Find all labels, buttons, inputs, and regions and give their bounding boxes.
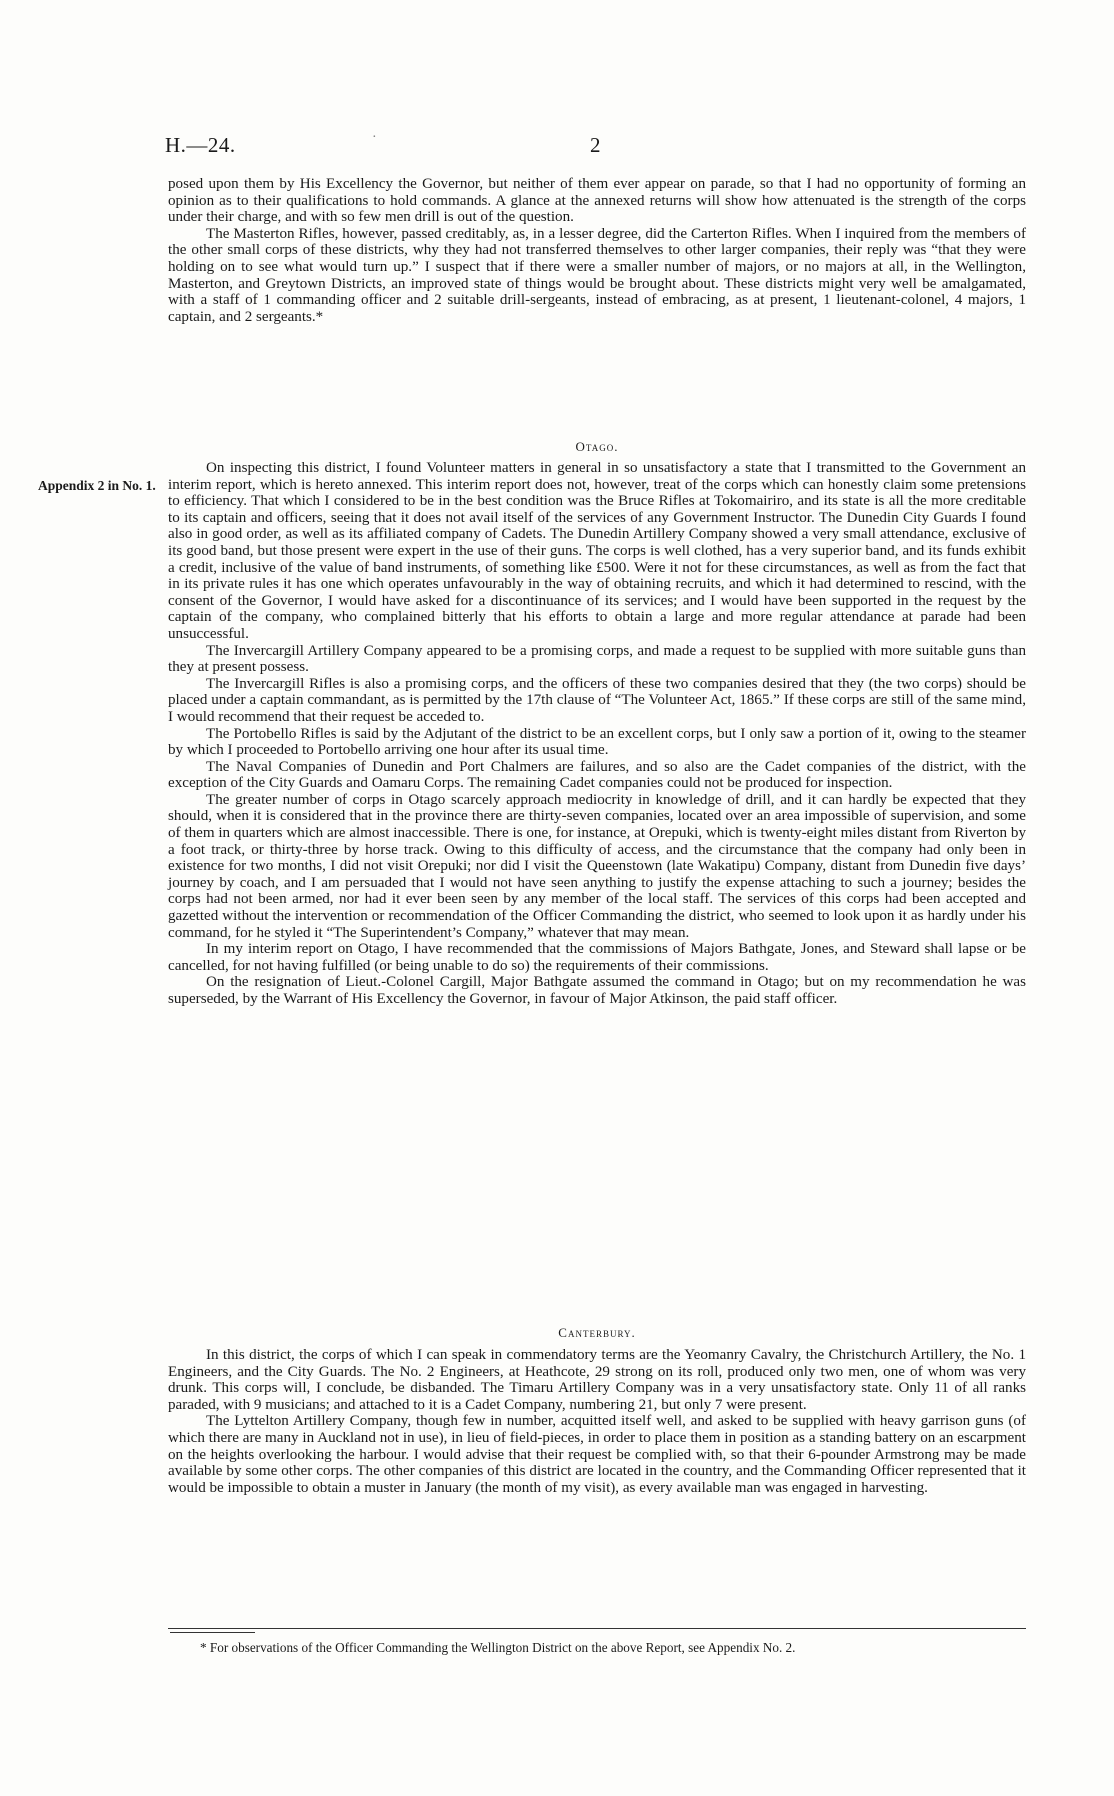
otago-section [168,460,1026,1008]
canterbury-section [168,1347,1026,1496]
paragraph: On the resignation of Lieut.-Colonel Cargill, Major Bathgate assumed the command in Otago; but on my recommendation he was superseded, by the Warrant of His Excellency the Governor, in favour of Major Atkinson, the paid staff officer. [168,974,1026,1007]
page-number: 2 [590,133,601,157]
stray-mark: · [372,130,377,145]
paragraph: The Portobello Rifles is said by the Adjutant of the district to be an excellent corps, but I only saw a portion of it, owing to the steamer by which I proceeded to Portobello arriving one hour after its usual time. [168,725,1026,759]
paragraph: The Invercargill Artillery Company appeared to be a promising corps, and made a request to be supplied with more suitable guns than they at present possess. [168,642,1026,676]
margin-note: Appendix 2 in No. 1. [38,478,156,493]
section-heading-otago: Otago. [575,439,619,454]
paragraph: The Invercargill Rifles is also a promising corps, and the officers of these two companies desired that they (the two corps) should be placed under a captain commandant, as is permitted by the 17th clause of “The Volunteer Act, 1865.” If these corps are still of the same mind, I would recommend that their request be acceded to. [168,675,1026,725]
paragraph: posed upon them by His Excellency the Governor, but neither of them ever appear on parade, so that I had no opportunity of forming an opinion as to their qualifications to hold commands. A glance at the annexed returns will show how attenuated is the strength of the corps under their charge, and with so few men drill is out of the question. [168,176,1026,226]
footnote-rule-short [170,1632,255,1633]
paragraph: In this district, the corps of which I can speak in commendatory terms are the Yeomanry Cavalry, the Christchurch Artillery, the No. 1 Engineers, and the City Guards. The No. 2 Engineers, at Heathcote, 29 strong on its roll, produced only two men, one of whom was very drunk. This corps will, I conclude, be disbanded. The Timaru Artillery Company was in a very unsatisfactory state. Only 11 of all ranks paraded, with 9 musicians; and attached to it is a Cadet Company, numbering 21, but only 7 were present. [168,1347,1026,1413]
paragraph: The Naval Companies of Dunedin and Port Chalmers are failures, and so also are the Cadet companies of the district, with the exception of the City Guards and Oamaru Corps. The remaining Cadet companies could not be produced for inspection. [168,758,1026,792]
paragraph: The Lyttelton Artillery Company, though few in number, acquitted itself well, and asked to be supplied with heavy garrison guns (of which there are many in Auckland not in use), in lieu of field-pieces, in order to place them in position as a standing battery on an escarpment on the heights overlooking the harbour. I would advise that their request be complied with, so that their 6-pounder Armstrong may be made available by some other corps. The other companies of this district are located in the country, and the Commanding Officer represented that it would be impossible to obtain a muster in January (the month of my visit), as every available man was engaged in harvesting. [168,1413,1026,1496]
section-heading-canterbury: Canterbury. [558,1325,636,1340]
footnote-rule [168,1628,1026,1629]
footnote: * For observations of the Officer Commanding the Wellington District on the above Report, see Appendix No. 2. [200,1640,796,1655]
intro-section [168,176,1026,325]
paragraph: On inspecting this district, I found Volunteer matters in general in so unsatisfactory a state that I transmitted to the Government an interim report, which is hereto annexed. This interim report does not, however, treat of the corps which can honestly claim some pretensions to efficiency. That which I considered to be in the best condition was the Bruce Rifles at Tokomairiro, and its state is all the more creditable to its captain and officers, seeing that it does not avail itself of the services of any Government Instructor. The Dunedin City Guards I found also in good order, as well as its affiliated company of Cadets. The Dunedin Artillery Company showed a very small attendance, exclusive of its good band, but those present were expert in the use of their guns. The corps is well clothed, has a very superior band, and its funds exhibit a credit, inclusive of the value of band instruments, of something like £500. Were it not for these circumstances, as well as from the fact that in its private rules it has one which operates unfavourably in the way of obtaining recruits, and which it had determined to rescind, with the consent of the Governor, I would have asked for a discontinuance of its services; and I would have been supported in the request by the captain of the company, who complained bitterly that his efforts to obtain a large and more regular attendance at parade had been unsuccessful. [168,460,1026,642]
page-reference: H.—24. [165,133,236,157]
paragraph: The Masterton Rifles, however, passed creditably, as, in a lesser degree, did the Carterton Rifles. When I inquired from the members of the other small corps of these districts, why they had not transferred themselves to other larger companies, their reply was “that they were holding on to see what would turn up.” I suspect that if there were a smaller number of majors, or no majors at all, in the Wellington, Masterton, and Greytown Districts, an improved state of things would be brought about. These districts might very well be amalgamated, with a staff of 1 commanding officer and 2 suitable drill-sergeants, instead of embracing, as at present, 1 lieutenant-colonel, 4 majors, 1 captain, and 2 sergeants.* [168,225,1026,325]
paragraph: The greater number of corps in Otago scarcely approach mediocrity in knowledge of drill, and it can hardly be expected that they should, when it is considered that in the province there are thirty-seven companies, located over an area impossible of supervision, and some of them in quarters which are almost inaccessible. There is one, for instance, at Orepuki, which is twenty-eight miles distant from Riverton by a foot track, or thirty-three by horse track. Owing to this difficulty of access, and the circumstance that the company had only been in existence for two months, I did not visit Orepuki; nor did I visit the Queenstown (late Wakatipu) Company, distant from Dunedin five days’ journey by coach, and I am persuaded that I would not have seen anything to justify the expense attaching to such a journey; besides the corps had not been armed, nor had it ever been seen by any member of the local staff. The services of this corps had been accepted and gazetted without the intervention or recommendation of the Officer Commanding the district, who seemed to look upon it as hardly under his command, for he styled it “The Superintendent’s Company,” whatever that may mean. [168,791,1026,941]
paragraph: In my interim report on Otago, I have recommended that the commissions of Majors Bathgate, Jones, and Steward shall lapse or be cancelled, for not having fulfilled (or being unable to do so) the requirements of their commissions. [168,941,1026,974]
